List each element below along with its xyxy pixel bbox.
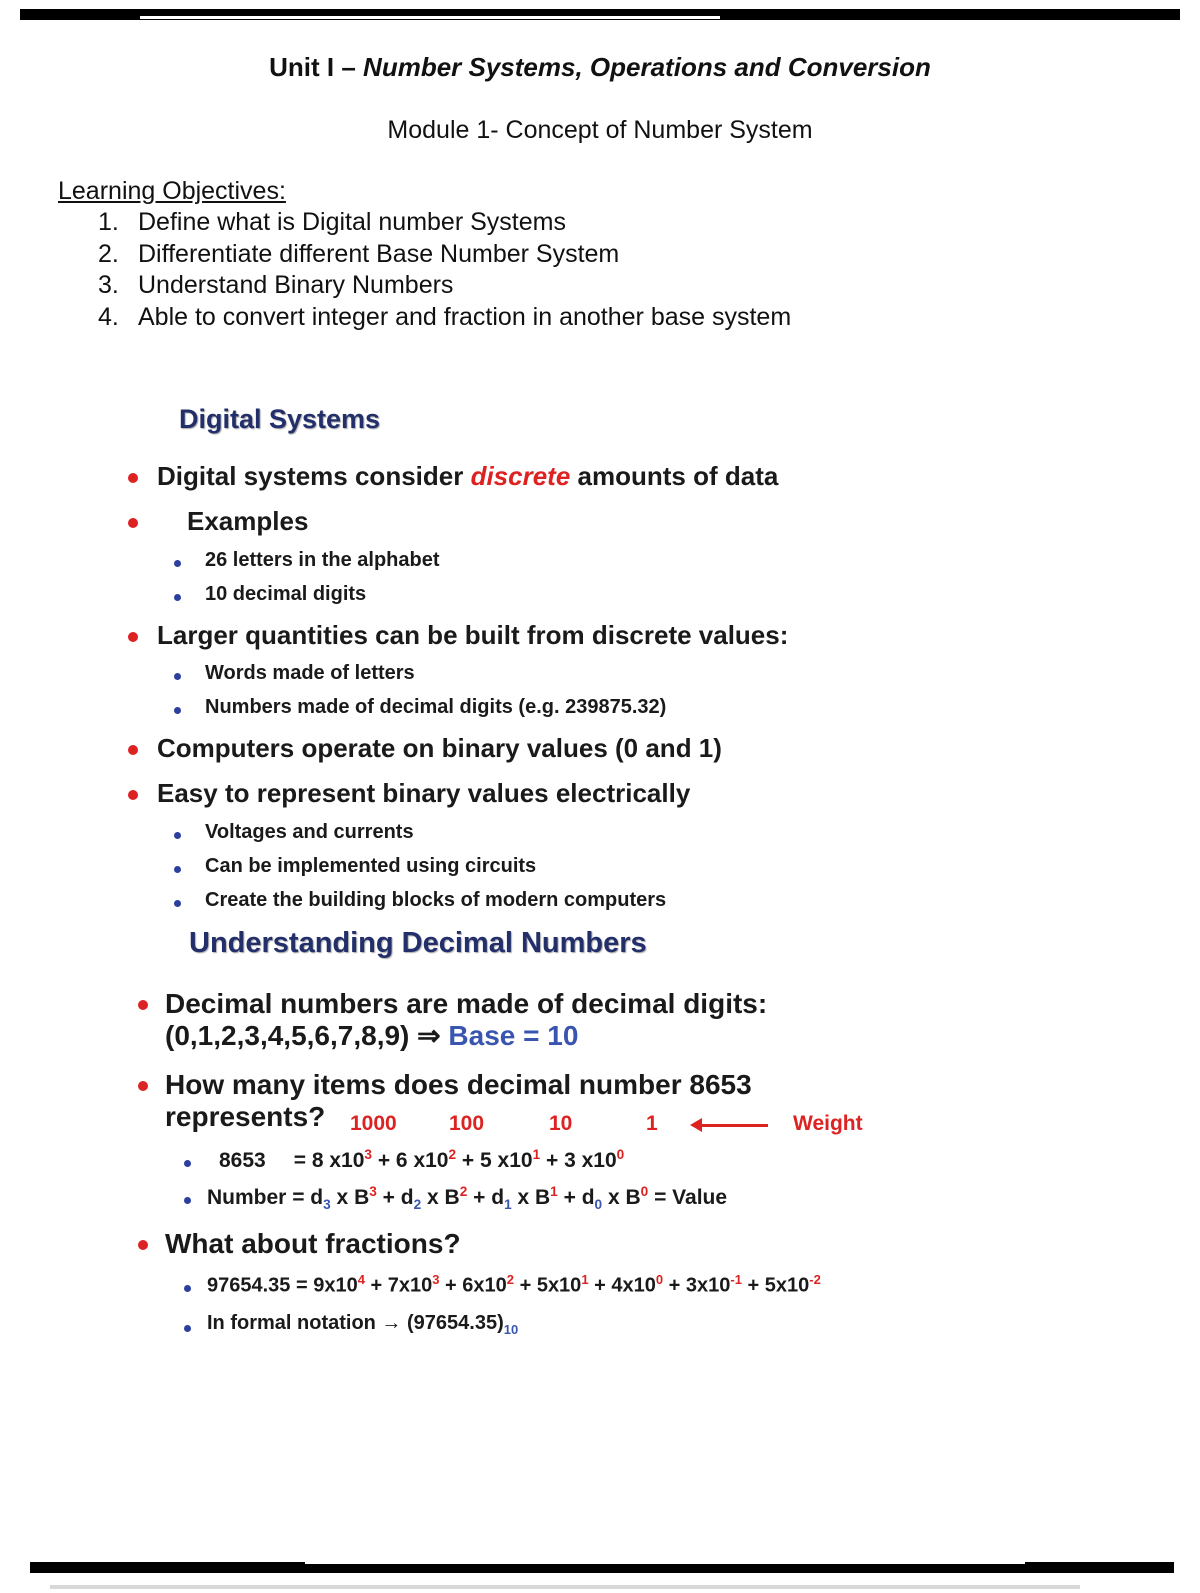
sub-bullet-icon: [184, 1197, 191, 1204]
bullet-icon: [138, 1081, 148, 1091]
bullet-icon: [138, 1240, 148, 1250]
digital-systems-heading: Digital Systems: [179, 404, 381, 434]
formal-notation: In formal notation → $(97654.35)_{10}$: [207, 1312, 519, 1337]
sub-bullet-icon: [174, 560, 181, 567]
weight-label: Weight: [793, 1112, 863, 1135]
top-rule-gap: [140, 16, 720, 19]
bullet-icon: [128, 745, 138, 755]
digital-sub-item: 26 letters in the alphabet: [205, 549, 440, 571]
unit-title-text: Number Systems, Operations and Conversion: [363, 52, 931, 82]
objective-item: 1. Define what is Digital number Systems: [98, 208, 566, 236]
number-formula: Number = $d_3$ x $B^3 + d_2$ x $B^2 + d_1$ x $B^1 + d_0$ x $B^0$ = Value: [207, 1184, 728, 1213]
digital-bullet-3: Larger quantities can be built from discrete values:: [157, 620, 789, 650]
objective-item: 3. Understand Binary Numbers: [98, 271, 454, 299]
digital-bullet-5: Easy to represent binary values electrically: [157, 778, 691, 808]
digital-sub-item: Numbers made of decimal digits (e.g. 239875.32): [205, 696, 667, 718]
equation-8653: 8653 = 8 $x10^3 + 6$ $x10^2 + 5$ $x10^1 + 3$ $x10^0$: [219, 1147, 625, 1172]
objectives-label: Learning Objectives:: [58, 177, 286, 205]
bullet-icon: [128, 518, 138, 528]
bullet-icon: [128, 632, 138, 642]
digital-bullet-4: Computers operate on binary values (0 and 1): [157, 733, 722, 763]
page-footer-line: [50, 1585, 1080, 1589]
bullet-icon: [138, 1000, 148, 1010]
digital-sub-item: Voltages and currents: [205, 821, 414, 843]
bullet-icon: [128, 790, 138, 800]
bottom-rule-gap: [305, 1561, 1025, 1564]
sub-bullet-icon: [174, 832, 181, 839]
digital-sub-item: Create the building blocks of modern computers: [205, 889, 667, 911]
sub-bullet-icon: [174, 594, 181, 601]
digital-bullet-1: Digital systems consider discrete amounts of data: [157, 461, 779, 491]
weight-1000: 1000: [350, 1112, 397, 1135]
sub-bullet-icon: [174, 900, 181, 907]
sub-bullet-icon: [174, 707, 181, 714]
sub-bullet-icon: [184, 1325, 191, 1332]
weight-arrow-icon: [696, 1124, 768, 1127]
objective-item: 4. Able to convert integer and fraction in another base system: [98, 302, 792, 331]
digital-sub-item: Can be implemented using circuits: [205, 855, 537, 877]
weight-10: 10: [549, 1112, 573, 1135]
digital-sub-item: 10 decimal digits: [205, 583, 367, 605]
sub-bullet-icon: [184, 1285, 191, 1292]
sub-bullet-icon: [184, 1160, 191, 1167]
digital-bullet-2: Examples: [187, 506, 309, 536]
digital-sub-item: Words made of letters: [205, 662, 415, 684]
module-title: Module 1- Concept of Number System: [387, 116, 813, 144]
decimal-bullet-1: Decimal numbers are made of decimal digits: (0,1,2,3,4,5,6,7,8,9) ⇒ Base = 10: [165, 988, 768, 1051]
arrow-head-icon: [690, 1118, 702, 1132]
objectives-list: [98, 207, 791, 333]
unit-title: [0, 52, 1200, 83]
unit-prefix: Unit I –: [269, 52, 364, 82]
decimal-heading: Understanding Decimal Numbers: [189, 927, 647, 959]
sub-bullet-icon: [174, 866, 181, 873]
decimal-bullet-2: How many items does decimal number 8653 represents?: [165, 1069, 752, 1132]
bullet-icon: [128, 473, 138, 483]
weight-100: 100: [449, 1112, 485, 1135]
fraction-equation: $97654.35 = 9x10^4 + 7x10^3 + 6x10^2 + 5x10^1 + 4x10^0 + 3x10^{-1} + 5x10^{-2}$: [207, 1272, 821, 1297]
decimal-bullet-3: What about fractions?: [165, 1228, 461, 1259]
objective-item: 2. Differentiate different Base Number System: [98, 239, 620, 268]
sub-bullet-icon: [174, 673, 181, 680]
weight-1: 1: [646, 1112, 658, 1135]
